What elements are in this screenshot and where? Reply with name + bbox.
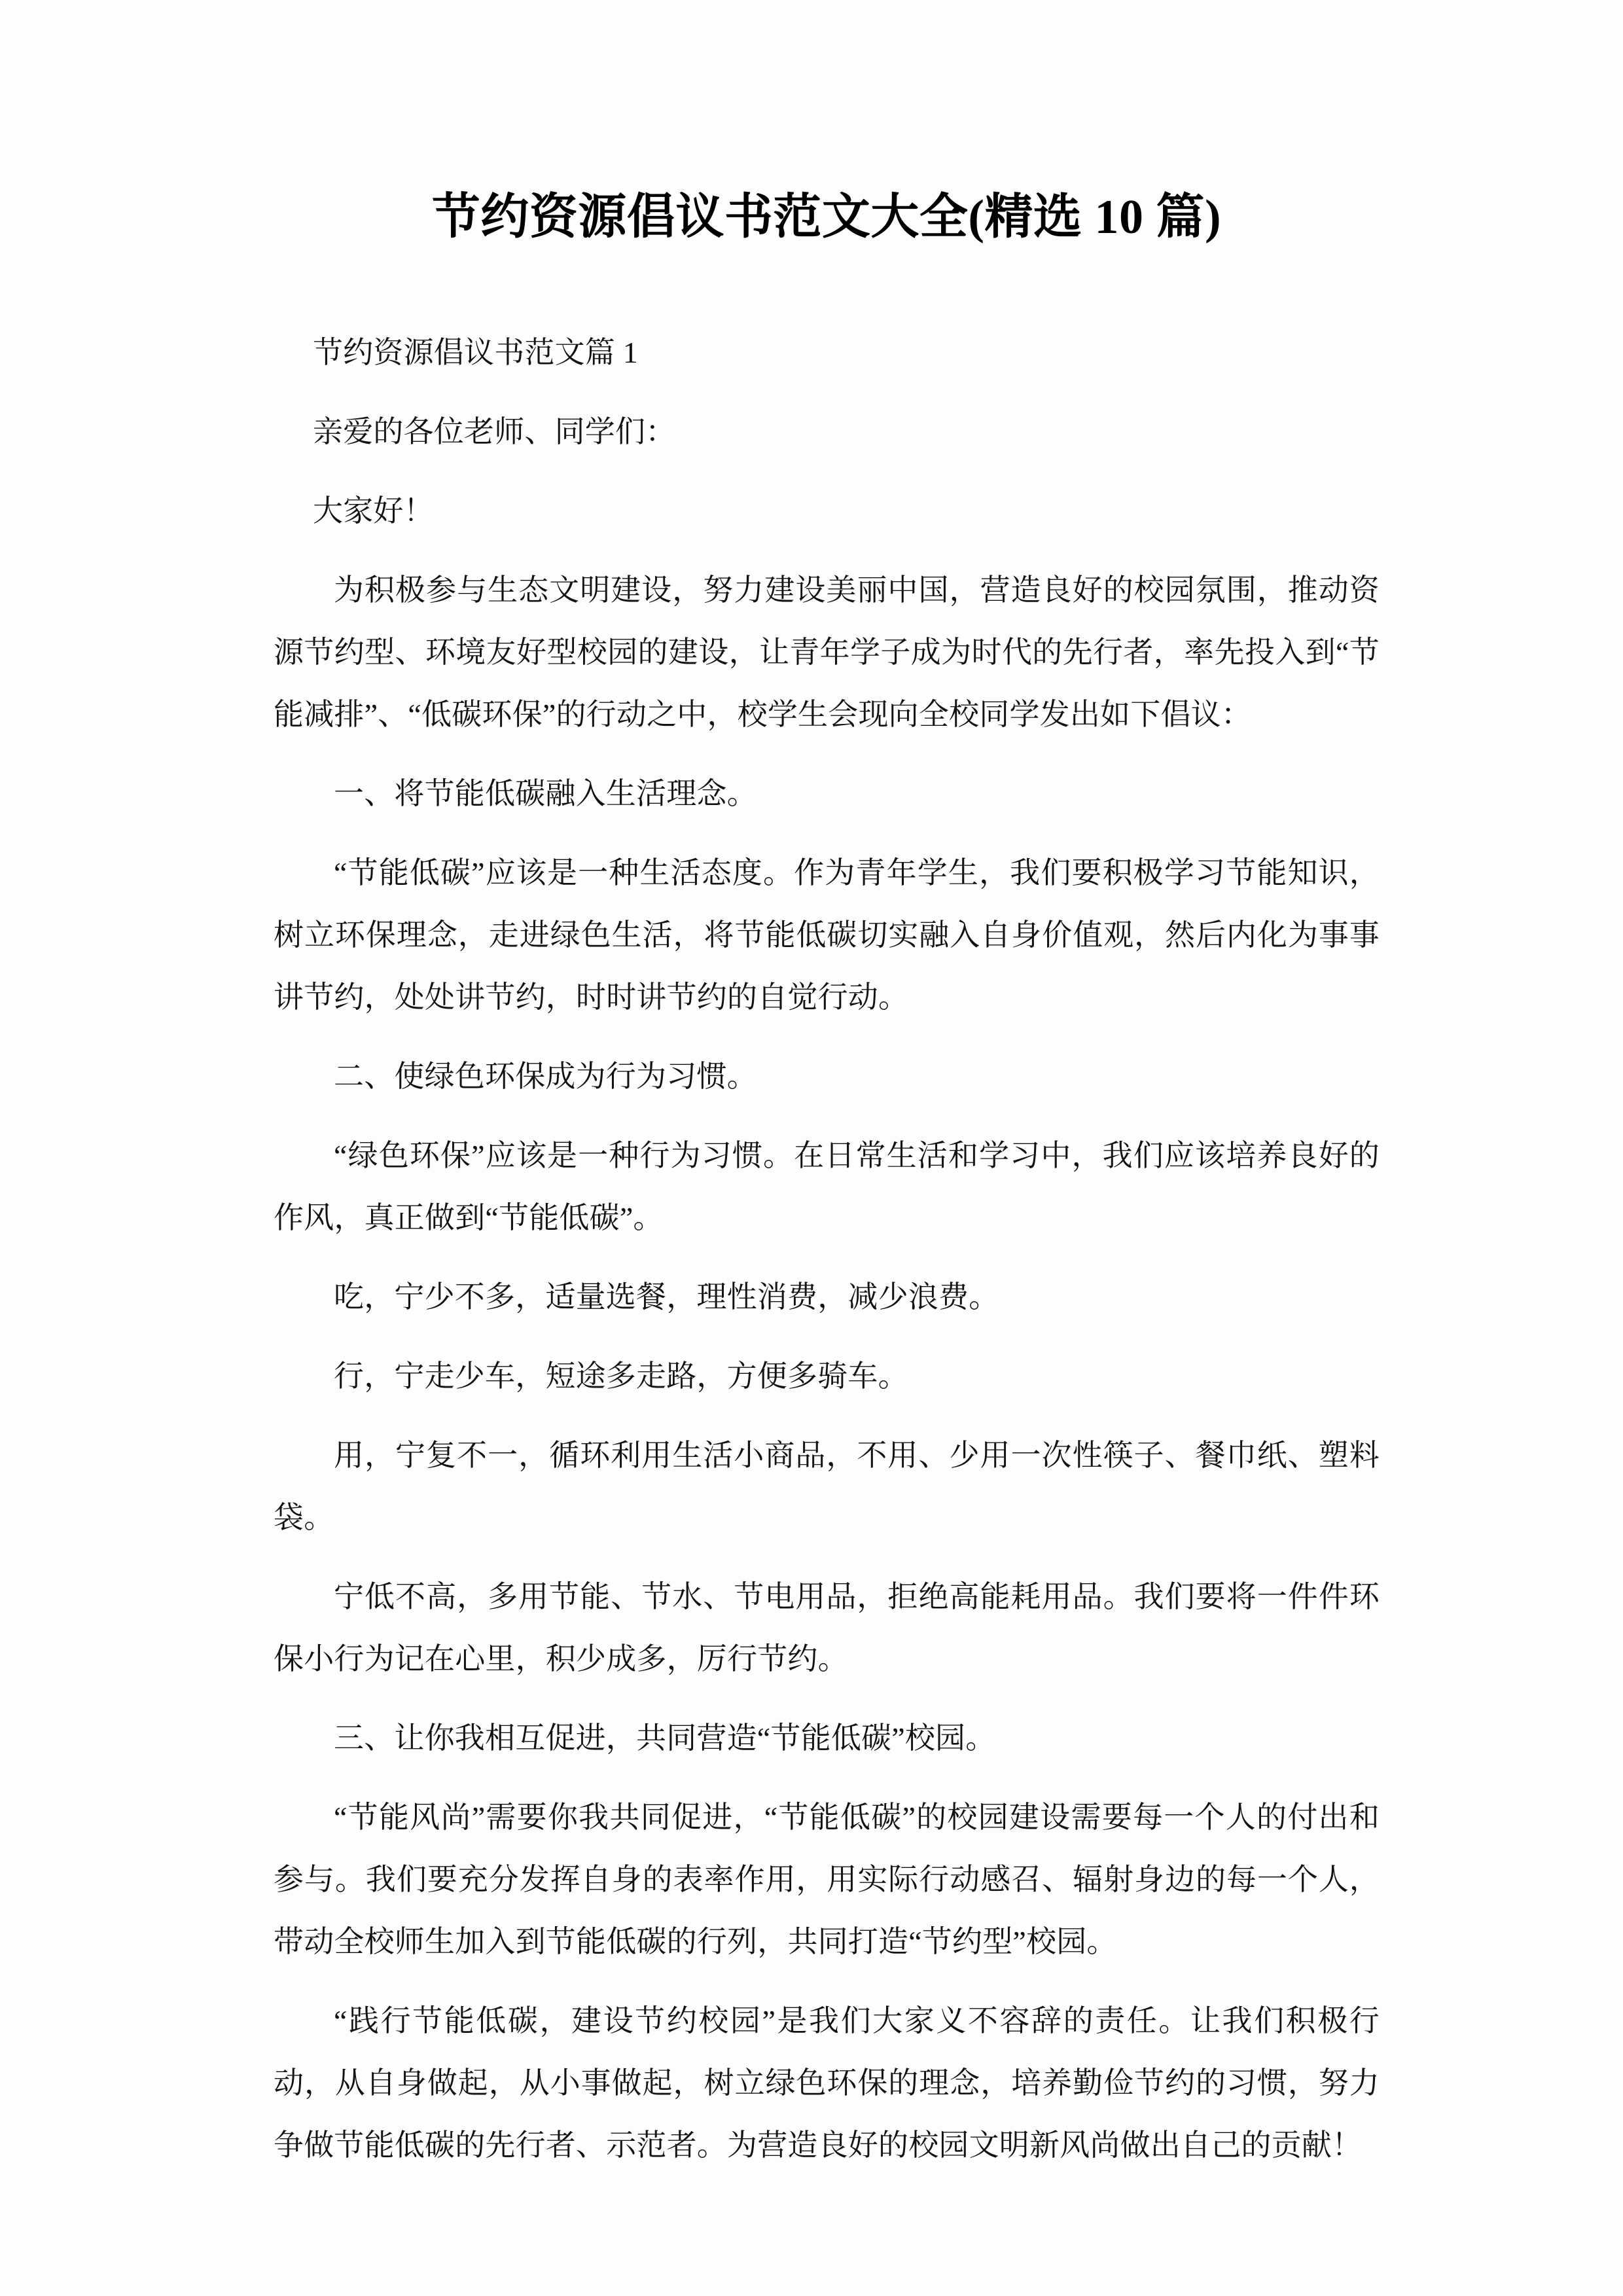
document-content <box>274 0 1380 2193</box>
paragraph: “节能低碳”应该是一种生活态度。作为青年学生，我们要积极学习节能知识，树立环保理念，走进绿色生活，将节能低碳切实融入自身价值观，然后内化为事事讲节约，处处讲节约，时时讲节约的自觉行动。 <box>274 855 1380 1014</box>
section-label: 节约资源倡议书范文篇 1 <box>313 335 638 369</box>
paragraph: 为积极参与生态文明建设，努力建设美丽中国，营造良好的校园氛围，推动资源节约型、环境友好型校园的建设，让青年学子成为时代的先行者，率先投入到“节能减排”、“低碳环保”的行动之中，校学生会现向全校同学发出如下倡议： <box>274 573 1380 731</box>
page-title: 节约资源倡议书范文大全(精选 10 篇) <box>431 190 1222 244</box>
greeting: 大家好！ <box>313 493 434 528</box>
paragraph: 用，宁复不一，循环利用生活小商品，不用、少用一次性筷子、餐巾纸、塑料袋。 <box>274 1438 1380 1534</box>
salutation: 亲爱的各位老师、同学们： <box>313 414 676 448</box>
paragraph: 吃，宁少不多，适量选餐，理性消费，减少浪费。 <box>334 1280 999 1314</box>
paragraph: 宁低不高，多用节能、节水、节电用品，拒绝高能耗用品。我们要将一件件环保小行为记在心里，积少成多，厉行节约。 <box>274 1579 1380 1676</box>
paragraph: 行，宁走少车，短途多走路，方便多骑车。 <box>334 1359 908 1393</box>
document-body <box>274 321 1380 2176</box>
paragraph-heading-two: 二、使绿色环保成为行为习惯。 <box>334 1059 757 1093</box>
paragraph-heading-three: 三、让你我相互促进，共同营造“节能低碳”校园。 <box>334 1721 996 1755</box>
paragraph: “绿色环保”应该是一种行为习惯。在日常生活和学习中，我们应该培养良好的作风，真正做到“节能低碳”。 <box>274 1138 1380 1234</box>
paragraph-heading-one: 一、将节能低碳融入生活理念。 <box>334 776 757 810</box>
paragraph: “践行节能低碳，建设节约校园”是我们大家义不容辞的责任。让我们积极行动，从自身做起，从小事做起，树立绿色环保的理念，培养勤俭节约的习惯，努力争做节能低碳的先行者、示范者。为营造良好的校园文明新风尚做出自己的贡献！ <box>274 2003 1380 2162</box>
paragraph: “节能风尚”需要你我共同促进，“节能低碳”的校园建设需要每一个人的付出和参与。我们要充分发挥自身的表率作用，用实际行动感召、辐射身边的每一个人，带动全校师生加入到节能低碳的行列，共同打造“节约型”校园。 <box>274 1800 1380 1958</box>
